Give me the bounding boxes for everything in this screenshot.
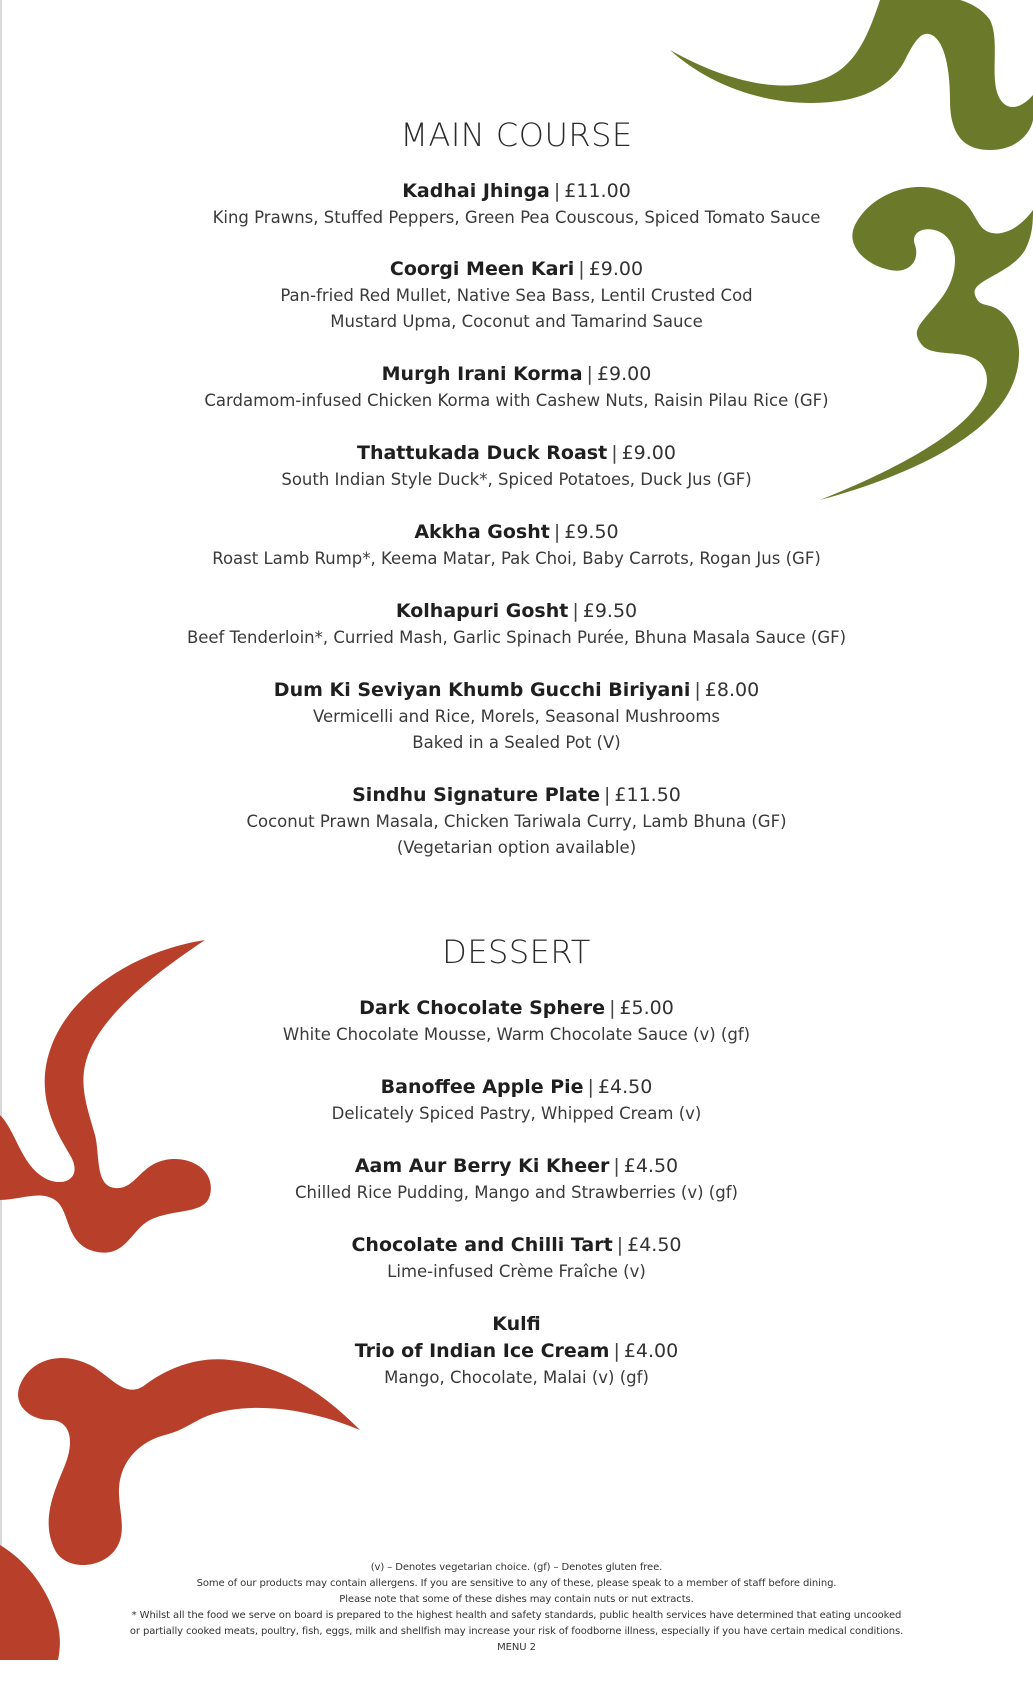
separator: | bbox=[553, 180, 561, 202]
item-description: King Prawns, Stuffed Peppers, Green Pea Couscous, Spiced Tomato Sauce bbox=[212, 208, 821, 227]
menu-item bbox=[0, 782, 1033, 861]
footnote-line: or partially cooked meats, poultry, fish, eggs, milk and shellfish may increase your risk of foodborne illness, especially if you have certain medical conditions. bbox=[129, 1626, 904, 1637]
item-description: Pan-fried Red Mullet, Native Sea Bass, Lentil Crusted Cod bbox=[280, 286, 753, 305]
item-description: Vermicelli and Rice, Morels, Seasonal Mushrooms bbox=[312, 707, 720, 726]
item-description: South Indian Style Duck*, Spiced Potatoes, Duck Jus (GF) bbox=[281, 470, 752, 489]
item-price: £11.50 bbox=[614, 784, 681, 806]
item-description: Mango, Chocolate, Malai (v) (gf) bbox=[384, 1368, 649, 1387]
menu-item bbox=[0, 361, 1033, 414]
footnote-line: Please note that some of these dishes may contain nuts or nut extracts. bbox=[339, 1594, 694, 1605]
item-name: Kadhai Jhinga bbox=[402, 180, 550, 202]
item-description: Coconut Prawn Masala, Chicken Tariwala Curry, Lamb Bhuna (GF) bbox=[246, 812, 787, 831]
item-description: White Chocolate Mousse, Warm Chocolate Sauce (v) (gf) bbox=[282, 1025, 751, 1044]
item-name: Murgh Irani Korma bbox=[381, 363, 583, 385]
separator: | bbox=[694, 679, 701, 701]
item-description: Lime-infused Crème Fraîche (v) bbox=[387, 1262, 646, 1281]
item-price: £9.00 bbox=[588, 258, 644, 280]
separator: | bbox=[572, 600, 579, 622]
menu-item bbox=[0, 178, 1033, 231]
item-name: Chocolate and Chilli Tart bbox=[351, 1234, 613, 1256]
item-price: £4.00 bbox=[623, 1340, 679, 1362]
separator: | bbox=[578, 258, 585, 280]
menu-number: MENU 2 bbox=[497, 1642, 536, 1653]
item-name: Akkha Gosht bbox=[414, 521, 550, 543]
item-name: Kolhapuri Gosht bbox=[395, 600, 569, 622]
item-description: Baked in a Sealed Pot (V) bbox=[412, 733, 621, 752]
separator: | bbox=[616, 1234, 624, 1256]
footnote-line: (v) – Denotes vegetarian choice. (gf) – Denotes gluten free. bbox=[370, 1562, 663, 1573]
item-name: Dark Chocolate Sphere bbox=[359, 997, 606, 1019]
item-price: £9.00 bbox=[621, 442, 676, 464]
separator: | bbox=[611, 442, 618, 464]
item-description: Roast Lamb Rump*, Keema Matar, Pak Choi, Baby Carrots, Rogan Jus (GF) bbox=[212, 549, 821, 568]
menu-item bbox=[0, 995, 1033, 1048]
item-description: (Vegetarian option available) bbox=[396, 838, 637, 857]
separator: | bbox=[613, 1340, 620, 1362]
menu-item bbox=[0, 1153, 1033, 1206]
separator: | bbox=[587, 1076, 594, 1098]
item-name: Thattukada Duck Roast bbox=[356, 442, 608, 464]
menu-item bbox=[0, 519, 1033, 572]
main-course-heading: MAIN COURSE bbox=[400, 116, 633, 154]
separator: | bbox=[553, 521, 561, 543]
item-description: Delicately Spiced Pastry, Whipped Cream (v) bbox=[331, 1104, 702, 1123]
item-price: £4.50 bbox=[597, 1076, 653, 1098]
menu-item bbox=[0, 677, 1033, 756]
item-description: Chilled Rice Pudding, Mango and Strawberries (v) (gf) bbox=[295, 1183, 738, 1202]
item-description: Beef Tenderloin*, Curried Mash, Garlic Spinach Purée, Bhuna Masala Sauce (GF) bbox=[186, 628, 847, 647]
menu-item bbox=[0, 1311, 1033, 1391]
item-description: Cardamom-infused Chicken Korma with Cashew Nuts, Raisin Pilau Rice (GF) bbox=[204, 391, 829, 410]
footnote-line: * Whilst all the food we serve on board is prepared to the highest health and safety standards, public health services have determined that eating uncooked bbox=[131, 1610, 902, 1621]
item-price: £8.00 bbox=[704, 679, 760, 701]
separator: | bbox=[603, 784, 611, 806]
menu-item bbox=[0, 598, 1033, 651]
menu-item bbox=[0, 1074, 1033, 1127]
item-price: £5.00 bbox=[619, 997, 674, 1019]
item-price: £11.00 bbox=[564, 180, 631, 202]
menu-item bbox=[0, 256, 1033, 335]
menu-item bbox=[0, 1232, 1033, 1285]
item-price: £9.50 bbox=[564, 521, 619, 543]
item-price: £9.50 bbox=[582, 600, 638, 622]
item-description: Mustard Upma, Coconut and Tamarind Sauce bbox=[330, 312, 703, 331]
item-name: Aam Aur Berry Ki Kheer bbox=[354, 1155, 610, 1177]
menu-item bbox=[0, 440, 1033, 493]
item-name: Dum Ki Seviyan Khumb Gucchi Biriyani bbox=[273, 679, 691, 701]
footnotes bbox=[0, 1560, 1033, 1656]
item-name: Sindhu Signature Plate bbox=[352, 784, 600, 806]
dessert-heading: DESSERT bbox=[442, 933, 591, 971]
item-price: £4.50 bbox=[623, 1155, 679, 1177]
separator: | bbox=[586, 363, 593, 385]
item-name: Coorgi Meen Kari bbox=[389, 258, 575, 280]
item-name: Banoffee Apple Pie bbox=[380, 1076, 584, 1098]
item-price: £9.00 bbox=[596, 363, 652, 385]
item-name: Kulfi bbox=[492, 1313, 541, 1335]
footnote-line: Some of our products may contain allergens. If you are sensitive to any of these, please speak to a member of staff before dining. bbox=[196, 1578, 837, 1589]
separator: | bbox=[613, 1155, 620, 1177]
item-price: £4.50 bbox=[627, 1234, 682, 1256]
item-name: Trio of Indian Ice Cream bbox=[354, 1340, 610, 1362]
separator: | bbox=[609, 997, 616, 1019]
